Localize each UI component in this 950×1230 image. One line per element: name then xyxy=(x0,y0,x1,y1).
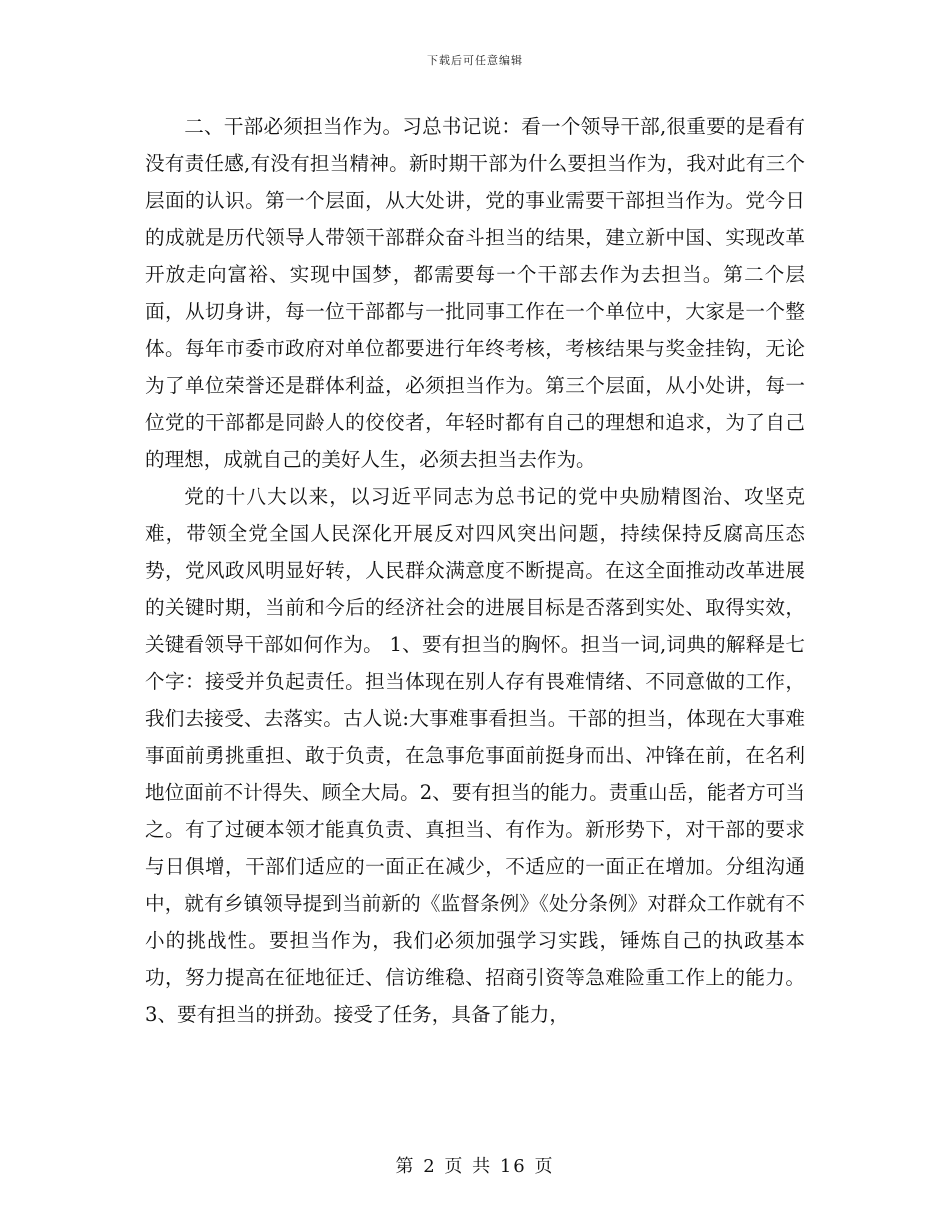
document-body xyxy=(145,108,805,1033)
page-header: 下载后可任意编辑 xyxy=(427,54,523,67)
page-footer: 第 2 页 共 16 页 xyxy=(395,1156,555,1177)
paragraph-cadre-responsibility: 二、干部必须担当作为。习总书记说：看一个领导干部,很重要的是看有没有责任感,有没有担当精神。新时期干部为什么要担当作为，我对此有三个层面的认识。第一个层面，从大处讲，党的事业需要干部担当作为。党今日的成就是历代领导人带领干部群众奋斗担当的结果，建立新中国、实现改革开放走向富裕、实现中国梦，都需要每一个干部去作为去担当。第二个层面，从切身讲，每一位干部都与一批同事工作在一个单位中，大家是一个整体。每年市委市政府对单位都要进行年终考核，考核结果与奖金挂钩，无论为了单位荣誉还是群体利益，必须担当作为。第三个层面，从小处讲，每一位党的干部都是同龄人的佼佼者，年轻时都有自己的理想和追求，为了自己的理想，成就自己的美好人生，必须去担当去作为。 xyxy=(145,115,805,471)
paragraph-eighteenth-congress: 党的十八大以来，以习近平同志为总书记的党中央励精图治、攻坚克难，带领全党全国人民深化开展反对四风突出问题，持续保持反腐高压态势，党风政风明显好转，人民群众满意度不断提高。在这全面推动改革进展的关键时期，当前和今后的经济社会的进展目标是否落到实处、取得实效，关键看领导干部如何作为。 1、要有担当的胸怀。担当一词,词典的解释是七个字：接受并负起责任。担当体现在别人存有畏难情绪、不同意做的工作，我们去接受、去落实。古人说:大事难事看担当。干部的担当，体现在大事难事面前勇挑重担、敢于负责，在急事危事面前挺身而出、冲锋在前，在名利地位面前不计得失、顾全大局。2、要有担当的能力。责重山岳，能者方可当之。有了过硬本领才能真负责、真担当、有作为。新形势下，对干部的要求与日俱增，干部们适应的一面正在减少，不适应的一面正在增加。分组沟通中，就有乡镇领导提到当前新的《监督条例》《处分条例》对群众工作就有不小的挑战性。要担当作为，我们必须加强学习实践，锤炼自己的执政基本功，努力提高在征地征迁、信访维稳、招商引资等急难险重工作上的能力。3、要有担当的拼劲。接受了任务，具备了能力， xyxy=(145,485,805,1026)
